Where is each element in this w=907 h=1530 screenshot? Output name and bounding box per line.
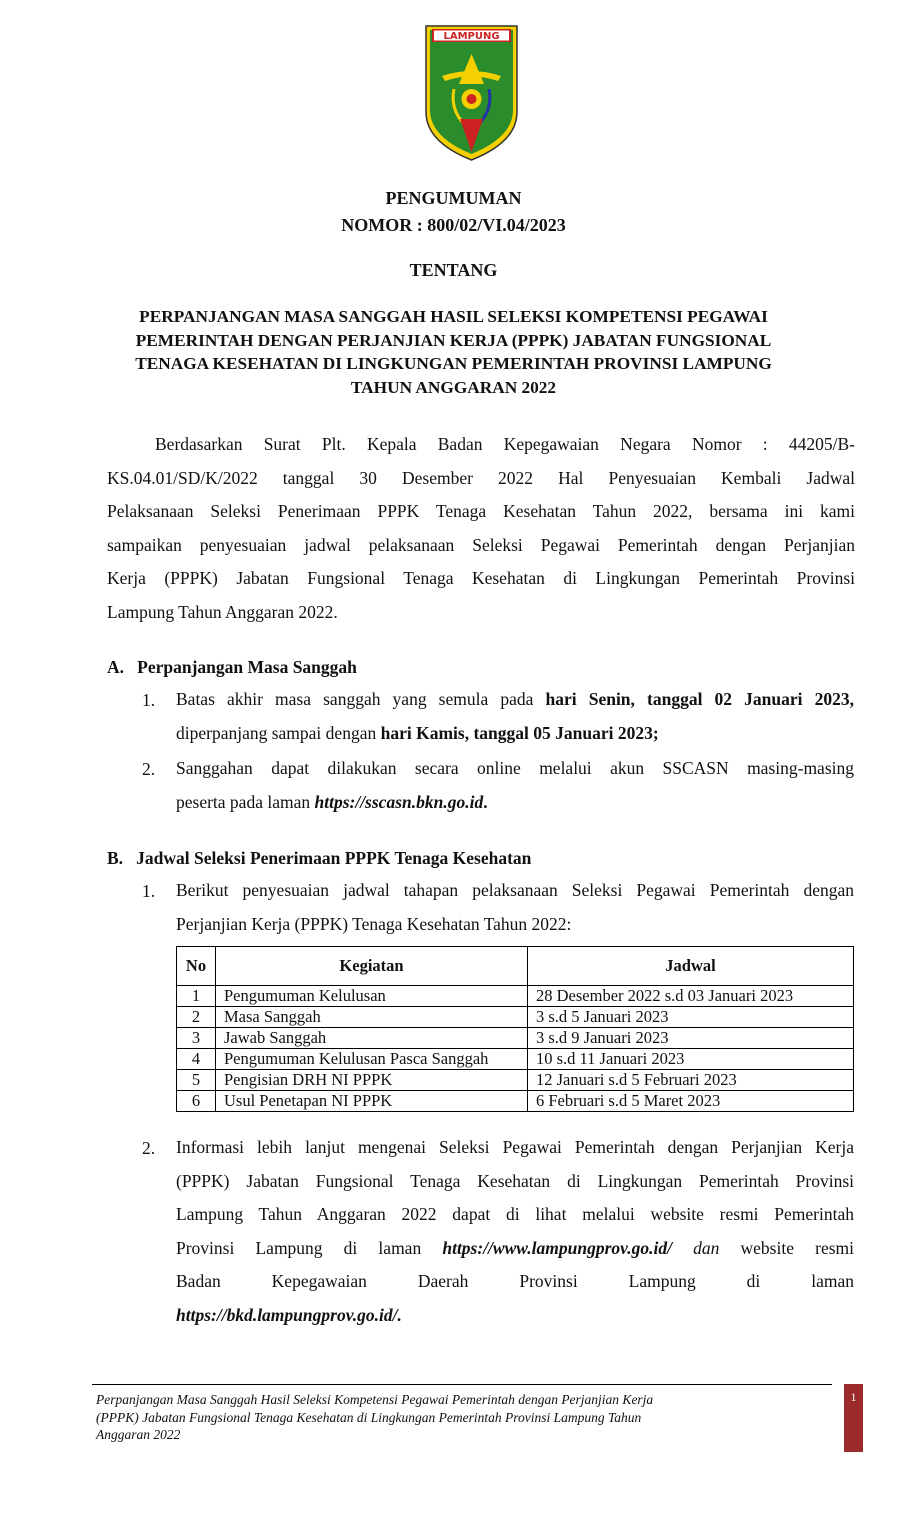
table-row bbox=[177, 986, 854, 1007]
announcement-number: NOMOR : 800/02/VI.04/2023 bbox=[341, 215, 566, 235]
column-header-no: No bbox=[177, 947, 216, 986]
announcement-title bbox=[0, 305, 907, 399]
lampungprov-link[interactable]: https://www.lampungprov.go.id/ bbox=[442, 1237, 672, 1258]
table-row bbox=[177, 1049, 854, 1070]
title-line: PEMERINTAH DENGAN PERJANJIAN KERJA (PPPK) JABATAN FUNGSIONAL bbox=[135, 330, 772, 350]
row-schedule: 12 Januari s.d 5 Februari 2023 bbox=[528, 1070, 854, 1091]
table-row bbox=[177, 1007, 854, 1028]
item-line: (PPPK) Jabatan Fungsional Tenaga Kesehatan di Lingkungan Pemerintah Provinsi bbox=[176, 1170, 854, 1191]
column-header-schedule: Jadwal bbox=[528, 947, 854, 986]
item-line bbox=[176, 683, 854, 717]
item-line bbox=[176, 1299, 854, 1333]
row-activity: Pengumuman Kelulusan Pasca Sanggah bbox=[216, 1049, 528, 1070]
row-number: 3 bbox=[177, 1028, 216, 1049]
section-a-item-1 bbox=[176, 683, 854, 750]
row-schedule: 3 s.d 5 Januari 2023 bbox=[528, 1007, 854, 1028]
item-line: Lampung Tahun Anggaran 2022 dapat di lihat melalui website resmi Pemerintah bbox=[176, 1204, 854, 1224]
row-number: 1 bbox=[177, 986, 216, 1007]
item-line bbox=[176, 786, 854, 820]
page-number: 1 bbox=[844, 1384, 863, 1452]
footer-divider bbox=[92, 1384, 832, 1385]
row-schedule: 28 Desember 2022 s.d 03 Januari 2023 bbox=[528, 986, 854, 1007]
column-header-activity: Kegiatan bbox=[216, 947, 528, 986]
item-text: diperpanjang sampai dengan bbox=[176, 722, 381, 743]
item-text: website resmi bbox=[719, 1237, 854, 1258]
section-a-item-2 bbox=[176, 752, 854, 819]
item-line bbox=[176, 717, 854, 751]
item-text: . bbox=[483, 791, 488, 812]
intro-line: sampaikan penyesuaian jadwal pelaksanaan Seleksi Pegawai Pemerintah dengan Perjanjian bbox=[107, 534, 855, 555]
row-activity: Pengumuman Kelulusan bbox=[216, 986, 528, 1007]
row-activity: Masa Sanggah bbox=[216, 1007, 528, 1028]
section-b-item-2 bbox=[176, 1131, 854, 1332]
item-line bbox=[176, 1232, 854, 1266]
item-line: Berikut penyesuaian jadwal tahapan pelaksanaan Seleksi Pegawai Pemerintah dengan bbox=[176, 880, 854, 900]
sscasn-link[interactable]: https://sscasn.bkn.go.id bbox=[314, 791, 484, 812]
bkd-link[interactable]: https://bkd.lampungprov.go.id/. bbox=[176, 1304, 402, 1325]
item-line: Perjanjian Kerja (PPPK) Tenaga Kesehatan Tahun 2022: bbox=[176, 913, 572, 934]
new-deadline: hari Kamis, tanggal 05 Januari 2023; bbox=[380, 722, 659, 743]
item-text: dan bbox=[672, 1237, 720, 1258]
table-header-row bbox=[177, 947, 854, 986]
item-text: Provinsi Lampung di laman bbox=[176, 1237, 443, 1258]
intro-paragraph bbox=[107, 428, 855, 629]
section-a-heading: A. Perpanjangan Masa Sanggah bbox=[107, 657, 357, 677]
section-b-item-2-number: 2. bbox=[142, 1138, 156, 1158]
item-text: Batas akhir masa sanggah yang semula pada bbox=[176, 689, 546, 709]
footer-text bbox=[96, 1391, 796, 1444]
footer-line: Anggaran 2022 bbox=[96, 1427, 181, 1442]
intro-line: Pelaksanaan Seleksi Penerimaan PPPK Tenaga Kesehatan Tahun 2022, bersama ini kami bbox=[107, 501, 855, 521]
row-number: 2 bbox=[177, 1007, 216, 1028]
row-number: 5 bbox=[177, 1070, 216, 1091]
footer-line: (PPPK) Jabatan Fungsional Tenaga Kesehatan di Lingkungan Pemerintah Provinsi Lampung Tahun bbox=[96, 1409, 642, 1425]
lampung-emblem-icon bbox=[424, 24, 519, 162]
row-activity: Pengisian DRH NI PPPK bbox=[216, 1070, 528, 1091]
svg-text:LAMPUNG: LAMPUNG bbox=[443, 31, 500, 42]
table-row bbox=[177, 1028, 854, 1049]
section-b-item-1 bbox=[176, 874, 854, 941]
title-line: PERPANJANGAN MASA SANGGAH HASIL SELEKSI KOMPETENSI PEGAWAI bbox=[139, 307, 768, 326]
row-number: 6 bbox=[177, 1091, 216, 1112]
row-schedule: 10 s.d 11 Januari 2023 bbox=[528, 1049, 854, 1070]
row-schedule: 3 s.d 9 Januari 2023 bbox=[528, 1028, 854, 1049]
old-deadline: hari Senin, tanggal 02 Januari 2023, bbox=[545, 689, 854, 709]
row-number: 4 bbox=[177, 1049, 216, 1070]
announcement-label: PENGUMUMAN bbox=[385, 188, 522, 208]
intro-line: Berdasarkan Surat Plt. Kepala Badan Kepegawaian Negara Nomor : 44205/B- bbox=[155, 434, 855, 454]
row-activity: Jawab Sanggah bbox=[216, 1028, 528, 1049]
intro-line: KS.04.01/SD/K/2022 tanggal 30 Desember 2022 Hal Penyesuaian Kembali Jadwal bbox=[107, 467, 855, 488]
intro-line: Lampung Tahun Anggaran 2022. bbox=[107, 601, 338, 622]
table-row bbox=[177, 1070, 854, 1091]
title-line: TAHUN ANGGARAN 2022 bbox=[350, 377, 557, 397]
section-b-item-1-number: 1. bbox=[142, 881, 156, 901]
about-label: TENTANG bbox=[409, 260, 498, 280]
item-text: peserta pada laman bbox=[176, 791, 315, 812]
section-a-item-1-number: 1. bbox=[142, 690, 156, 710]
item-line: Badan Kepegawaian Daerah Provinsi Lampung di laman bbox=[176, 1271, 854, 1291]
row-schedule: 6 Februari s.d 5 Maret 2023 bbox=[528, 1091, 854, 1112]
table-row bbox=[177, 1091, 854, 1112]
intro-line: Kerja (PPPK) Jabatan Fungsional Tenaga Kesehatan di Lingkungan Pemerintah Provinsi bbox=[107, 568, 855, 588]
schedule-table bbox=[176, 946, 854, 1112]
section-b-heading: B. Jadwal Seleksi Penerimaan PPPK Tenaga Kesehatan bbox=[107, 848, 532, 868]
item-line: Sanggahan dapat dilakukan secara online melalui akun SSCASN masing-masing bbox=[176, 758, 854, 778]
item-line: Informasi lebih lanjut mengenai Seleksi Pegawai Pemerintah dengan Perjanjian Kerja bbox=[176, 1137, 854, 1157]
title-line: TENAGA KESEHATAN DI LINGKUNGAN PEMERINTAH PROVINSI LAMPUNG bbox=[135, 354, 772, 373]
footer-line: Perpanjangan Masa Sanggah Hasil Seleksi Kompetensi Pegawai Pemerintah dengan Perjanjian Kerja bbox=[96, 1392, 654, 1407]
section-a-item-2-number: 2. bbox=[142, 759, 156, 779]
row-activity: Usul Penetapan NI PPPK bbox=[216, 1091, 528, 1112]
